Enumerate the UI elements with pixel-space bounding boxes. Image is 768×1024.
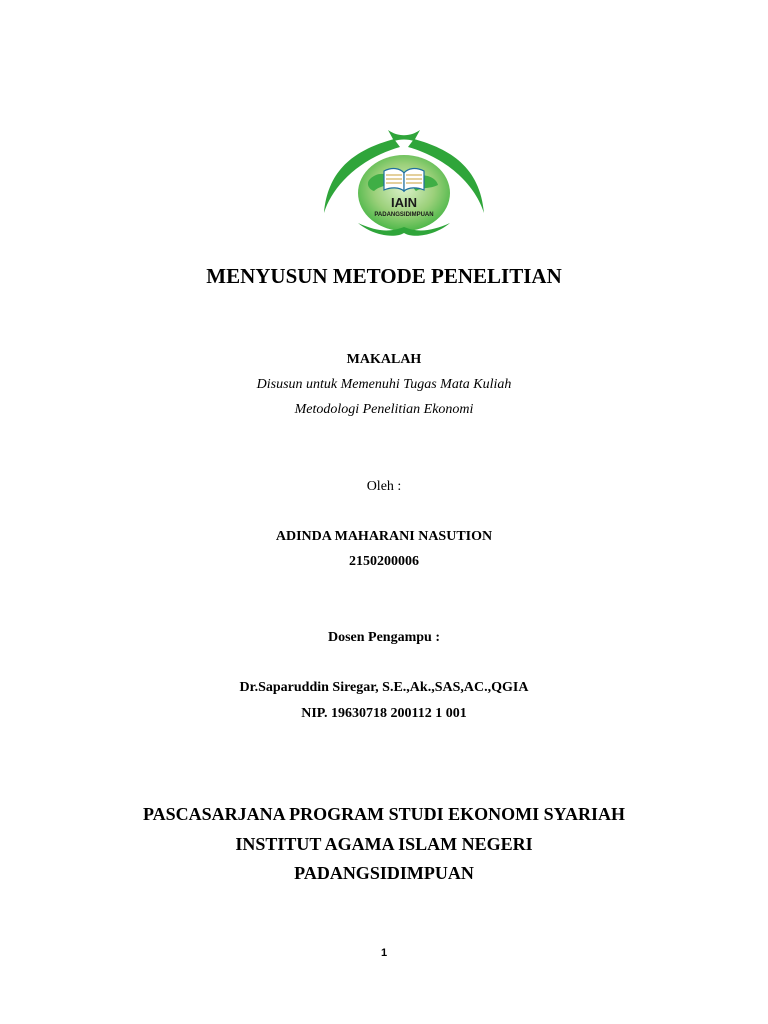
institution-line-1: PASCASARJANA PROGRAM STUDI EKONOMI SYARIAH — [142, 804, 626, 824]
lecturer-name: Dr.Saparuddin Siregar, S.E.,Ak.,SAS,AC.,QGIA — [239, 680, 529, 695]
document-title: MENYUSUN METODE PENELITIAN — [206, 264, 562, 288]
document-type: MAKALAH — [346, 352, 422, 367]
globe-shape — [358, 155, 450, 231]
purpose-line-2: Metodologi Penelitian Ekonomi — [294, 402, 474, 417]
lecturer-nip: NIP. 19630718 200112 1 001 — [301, 706, 467, 721]
institution-line-3: PADANGSIDIMPUAN — [294, 863, 474, 883]
author-name: ADINDA MAHARANI NASUTION — [275, 529, 493, 544]
iain-logo-graphic — [318, 127, 490, 237]
iain-logo — [318, 127, 490, 237]
book-left-page — [384, 169, 404, 191]
purpose-line-1: Disusun untuk Memenuhi Tugas Mata Kuliah — [256, 377, 512, 392]
book-right-page — [404, 169, 424, 191]
lecturer-heading: Dosen Pengampu : — [327, 630, 440, 645]
institution-line-2: INSTITUT AGAMA ISLAM NEGERI — [235, 834, 533, 854]
page-number: 1 — [380, 947, 388, 959]
logo-text-iain: IAIN — [391, 195, 417, 210]
logo-text-subtitle: PADANGSIDIMPUAN — [374, 212, 434, 218]
author-student-id: 2150200006 — [349, 554, 419, 569]
by-label: Oleh : — [366, 479, 402, 494]
